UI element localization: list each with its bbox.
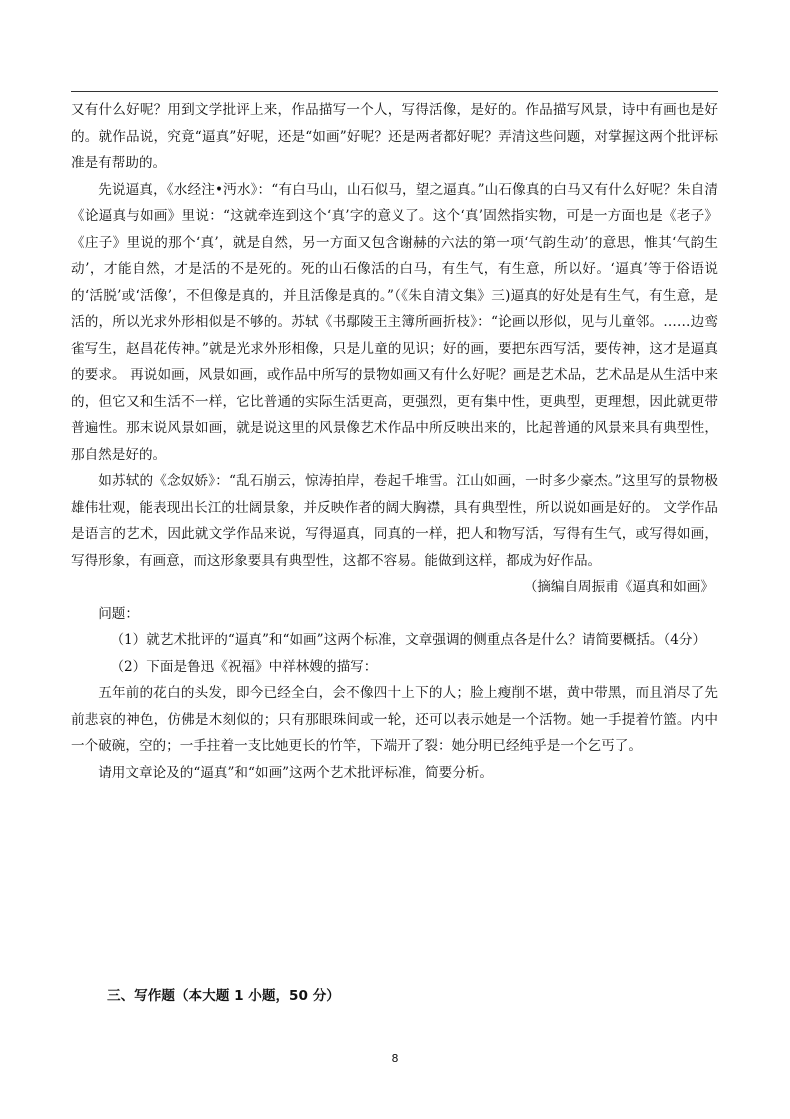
article-paragraph-2: 先说逼真，《水经注•沔水》：“有白马山，山石似马，望之逼真。”山石像真的白马又有什么好呢？朱自清《论逼真与如画》里说：“这就牵连到这个‘真’字的意义了。这个‘真’固然指实物，可是一方面也是《老子》《庄子》里说的那个‘真’，就是自然，另一方面又包含谢赫的六法的第一项‘气韵生动’的意思，惟其‘气韵生动’，才能自然，才是活的不是死的。死的山石像活的白马，有生气，有生意，所以好。‘逼真’等于俗语说的‘活脱’或‘活像’，不但像是真的，并且活像是真的。”（《朱自清文集》三)逼真的好处是有生气，有生意，是活的，所以光求外形相似是不够的。苏轼《书鄢陵王主簿所画折枝》：“论画以形似，见与儿童邻。……边鸾雀写生，赵昌花传神。”就是光求外形相像，只是儿童的见识；好的画，要把东西写活，要传神，这才是逼真的要求。 再说如画，风景如画，或作品中所写的景物如画又有什么好呢？画是艺术品，艺术品是从生活中来的，但它又和生活不一样，它比普通的实际生活更高，更强烈，更有集中性，更典型，更理想，因此就更带普遍性。那末说风景如画，就是说这里的风景像艺术作品中所反映出来的，比起普通的风景来具有典型性，那自然是好的。: [71, 181, 718, 463]
writing-section-heading: 三、写作题（本大题 1 小题，50 分）: [107, 988, 340, 1004]
question-2-prompt: 请用文章论及的“逼真”和“如画”这两个艺术批评标准，简要分析。: [98, 764, 494, 781]
question-1: （1）就艺术批评的“逼真”和“如画”这两个标准，文章强调的侧重点各是什么？请简要概括。（4分）: [110, 632, 707, 648]
question-2-excerpt: 五年前的花白的头发，即今已经全白，会不像四十上下的人；脸上瘦削不堪，黄中带黑，而且消尽了先前悲哀的神色，仿佛是木刻似的；只有那眼珠间或一轮，还可以表示她是一个活物。她一手提着竹篮。内中一个破碗，空的；一手拄着一支比她更长的竹竿，下端开了裂：她分明已经纯乎是一个乞丐了。: [71, 685, 718, 754]
header-rule: [71, 91, 718, 92]
source-attribution: （摘编自周振甫《逼真和如画》: [523, 579, 714, 595]
page-number: 8: [391, 1052, 399, 1065]
questions-label: 问题：: [98, 605, 139, 622]
question-2-intro: （2）下面是鲁迅《祝福》中祥林嫂的描写：: [110, 658, 378, 675]
article-paragraph-3: 如苏轼的《念奴娇》：“乱石崩云，惊涛拍岸，卷起千堆雪。江山如画，一时多少豪杰。”这里写的景物极雄伟壮观，能表现出长江的壮阔景象，并反映作者的阔大胸襟，具有典型性，所以说如画是好的。 文学作品是语言的艺术，因此就文学作品来说，写得逼真，同真的一样，把人和物写活，写得有生气，或写得如画，写得形象，有画意，而这形象要具有典型性，这都不容易。能做到这样，都成为好作品。: [71, 473, 718, 569]
article-paragraph-1: 又有什么好呢？用到文学批评上来，作品描写一个人，写得活像，是好的。作品描写风景，诗中有画也是好的。就作品说，究竟“逼真”好呢，还是“如画”好呢？还是两者都好呢？弄清这些问题，对掌握这两个批评标准是有帮助的。: [71, 102, 718, 171]
passage-content: [71, 97, 718, 786]
